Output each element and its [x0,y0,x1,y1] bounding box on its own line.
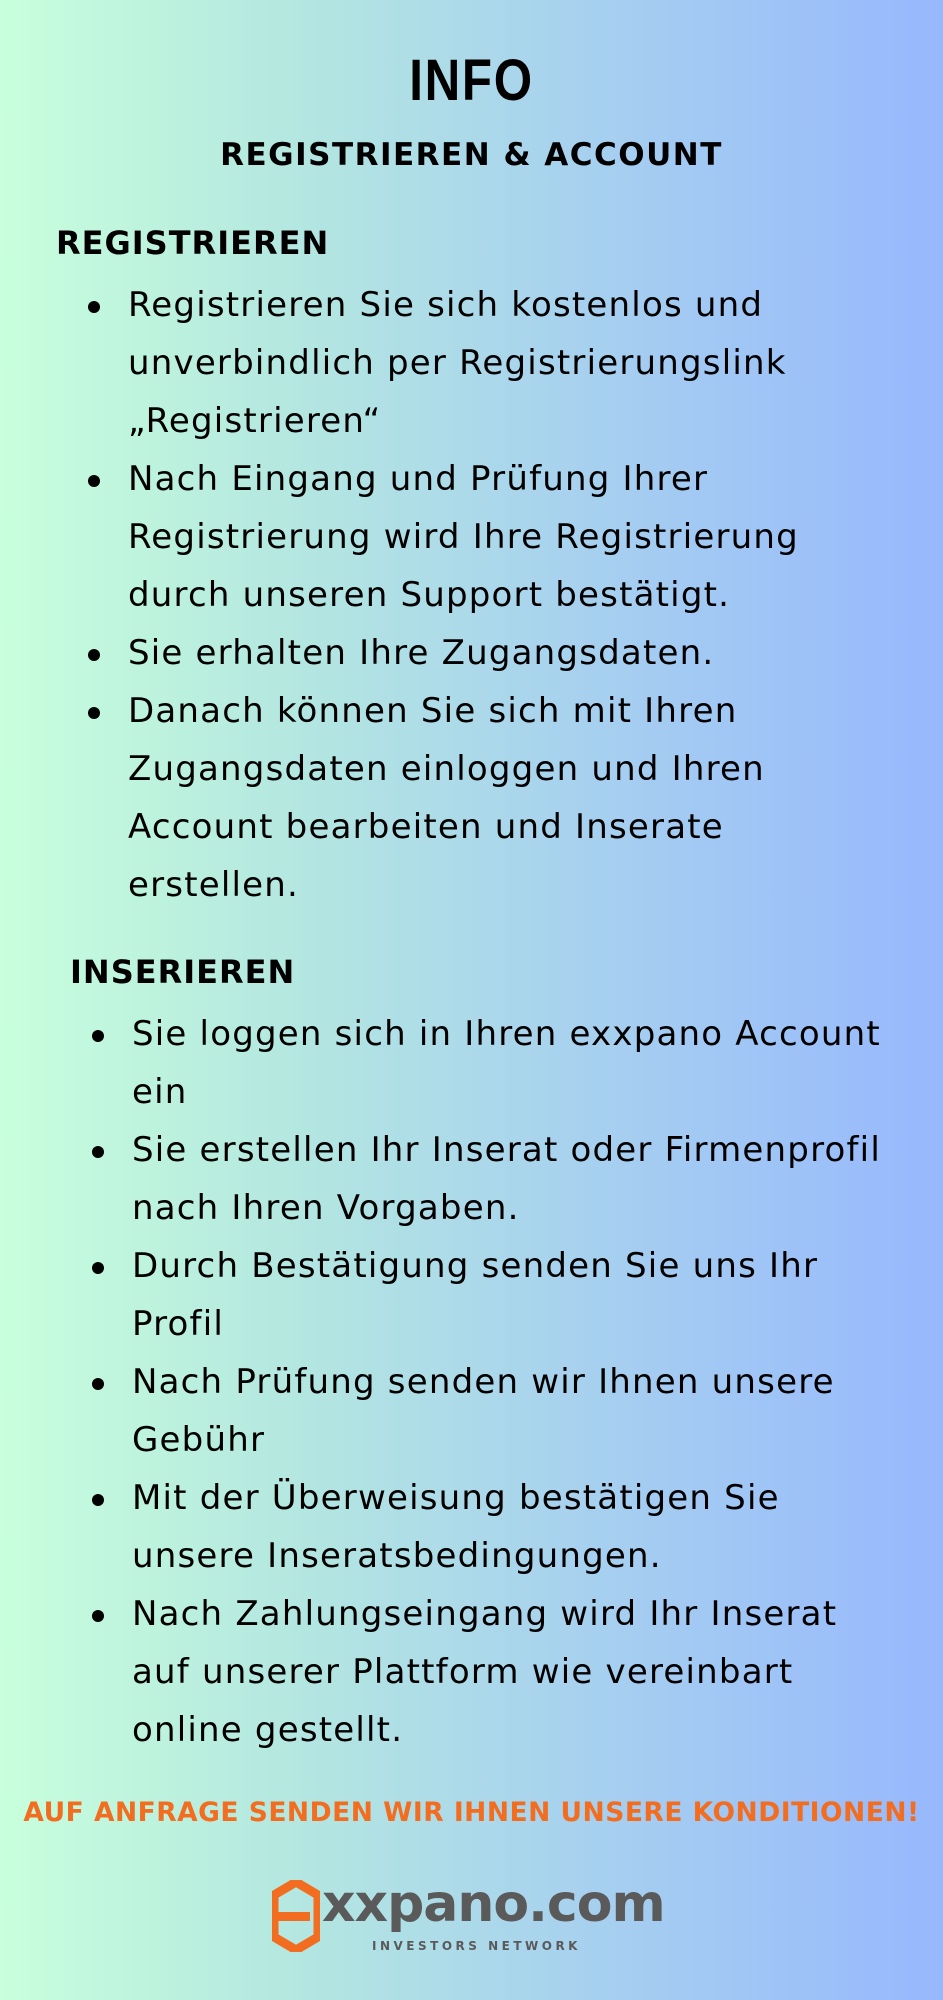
bullet-icon [88,649,100,661]
inserieren-list [92,1005,892,1759]
hexagon-e-bar [278,1912,310,1921]
logo-tagline: INVESTORS NETWORK [372,1939,581,1953]
list-item-text: Durch Bestätigung senden Sie uns Ihr Profil [132,1246,819,1344]
list-item [92,1237,892,1353]
page-subtitle: REGISTRIEREN & ACCOUNT [220,137,723,173]
registrieren-list [88,276,848,914]
bullet-icon [92,1494,104,1506]
list-item-text: Danach können Sie sich mit Ihren Zugangsdaten einloggen und Ihren Account bearbeiten und Inserate erstellen. [128,691,765,905]
bullet-icon [92,1378,104,1390]
list-item-text: Nach Zahlungseingang wird Ihr Inserat auf unserer Plattform wie vereinbart online gestellt. [132,1594,838,1750]
bullet-icon [88,475,100,487]
list-item-text: Sie erhalten Ihre Zugangsdaten. [128,633,715,673]
hexagon-e-icon [272,1880,320,1952]
list-item [92,1005,892,1121]
list-item [88,624,848,682]
list-item [88,276,848,450]
list-item-text: Sie erstellen Ihr Inserat oder Firmenprofil nach Ihren Vorgaben. [132,1130,881,1228]
list-item [92,1353,892,1469]
bullet-icon [92,1030,104,1042]
list-item-text: Nach Eingang und Prüfung Ihrer Registrierung wird Ihre Registrierung durch unseren Support bestätigt. [128,459,799,615]
logo-wordmark [322,1874,665,1934]
list-item [88,450,848,624]
conditions-callout: AUF ANFRAGE SENDEN WIR IHNEN UNSERE KONDITIONEN! [23,1797,920,1828]
section-heading-registrieren: REGISTRIEREN [56,224,330,262]
bullet-icon [92,1262,104,1274]
list-item [92,1469,892,1585]
bullet-icon [88,301,100,313]
list-item-text: Sie loggen sich in Ihren exxpano Account ein [132,1014,881,1112]
list-item [92,1585,892,1759]
list-item-text: Nach Prüfung senden wir Ihnen unsere Gebühr [132,1362,835,1460]
section-heading-inserieren: INSERIEREN [70,953,296,991]
bullet-icon [92,1146,104,1158]
bullet-icon [88,707,100,719]
list-item [88,682,848,914]
exxpano-logo[interactable] [272,1874,672,1964]
list-item-text: Mit der Überweisung bestätigen Sie unsere Inseratsbedingungen. [132,1478,780,1576]
logo-domain: .com [528,1874,665,1934]
list-item-text: Registrieren Sie sich kostenlos und unverbindlich per Registrierungslink „Registrieren“ [128,285,787,441]
list-item [92,1121,892,1237]
bullet-icon [92,1610,104,1622]
page-title: INFO [409,48,534,113]
logo-name: xxpano [322,1874,529,1934]
